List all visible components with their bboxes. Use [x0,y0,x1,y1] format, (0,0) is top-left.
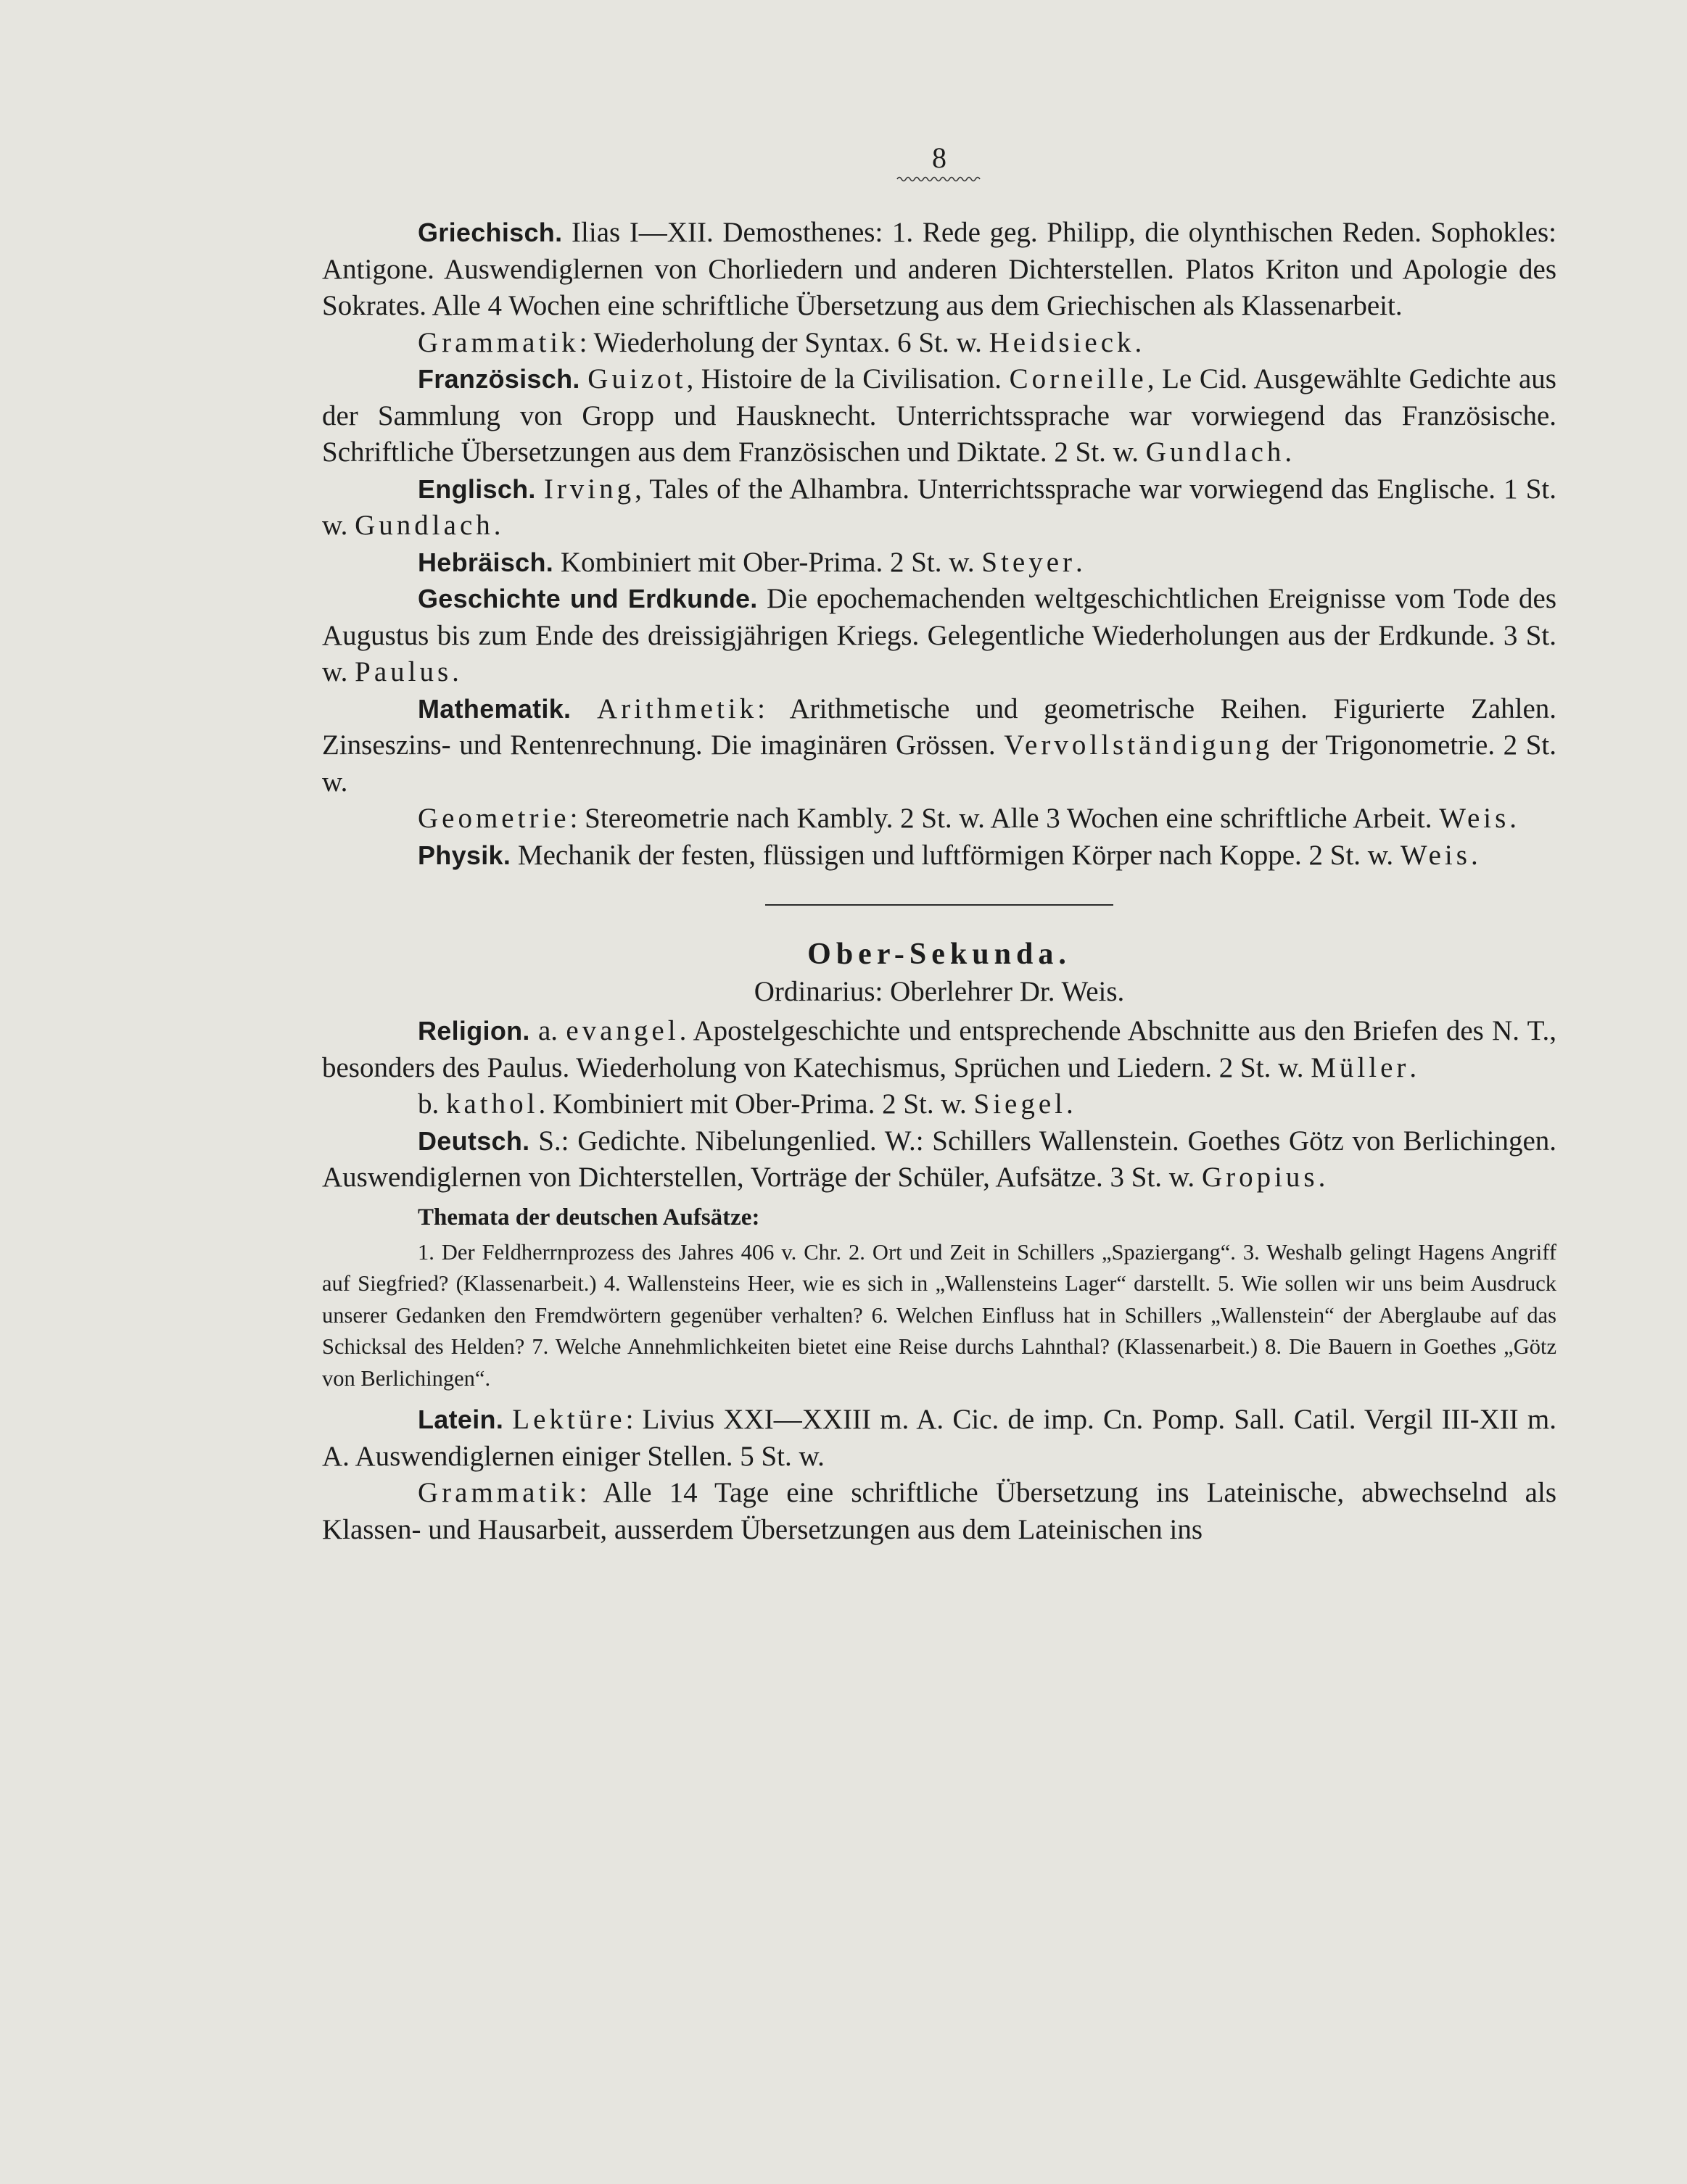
class-ordinarius: Ordinarius: Oberlehrer Dr. Weis. [754,976,1125,1007]
spaced-term: Müller [1311,1051,1410,1083]
subject-mathematik [322,691,1556,837]
text-run: : Wiederholung der Syntax. 6 St. w. [579,326,989,358]
text-run: : Arithmetische und geometrische Reihen. Figurierte Zahlen. Zinseszins- und Rentenrechnung. Die imaginären Grössen. [322,692,1556,761]
text-run: Kombiniert mit Ober-Prima. 2 St. w. [553,546,982,578]
text-run: . [1134,326,1142,358]
text-run: : Stereometrie nach Kambly. 2 St. w. Alle 3 Wochen eine schriftliche Arbeit. [569,803,1440,834]
text-run: : Alle 14 Tage eine schriftliche Übersetzung ins Lateinische, abwechselnd als Klassen- und Hausarbeit, ausserdem Übersetzungen aus dem Lateinischen ins [322,1477,1556,1545]
spaced-term: Siegel [973,1088,1067,1120]
geschichte-paragraph [322,581,1556,691]
class-title: Ober-Sekunda. [807,938,1071,971]
spaced-term: Geometrie [418,803,570,834]
spaced-term: Gropius [1201,1162,1319,1193]
text-run: der Trigonometrie. 2 St. w. [322,729,1556,798]
spaced-term: Arithmetik [597,692,758,724]
subject-label: Englisch. [418,473,536,504]
subject-label: Griechisch. [418,218,563,247]
text-run [536,473,544,505]
text-run: . [1409,1051,1417,1083]
subject-griechisch [322,215,1556,361]
religion-paragraph [322,1086,1556,1123]
mathematik-paragraph [322,691,1556,801]
text-run: . [1509,803,1517,834]
text-run: b. [418,1088,446,1120]
spaced-term: Weis [1439,803,1510,834]
text-run [580,363,588,394]
themata-block [322,1201,1556,1395]
upper-subjects [322,215,1556,874]
latin-subject [322,1402,1556,1548]
section-divider [765,904,1113,906]
spaced-term: Lektüre [512,1404,626,1435]
subject-englisch [322,471,1556,545]
deutsch-paragraph [322,1123,1556,1196]
text-run: . [1318,1162,1326,1193]
text-run: . [1470,839,1478,871]
text-run: . [493,510,501,541]
text-run [571,693,597,724]
text-run: . Kombiniert mit Ober-Prima. 2 St. w. [538,1088,974,1120]
text-run [503,1404,512,1435]
griechisch-paragraph [322,325,1556,362]
spaced-term: Weis [1400,839,1471,871]
text-column [322,141,1557,1548]
text-run: . [1076,546,1083,578]
text-run: . Apostelgeschichte und entsprechende Abschnitte aus den Briefen des N. T., besonders des Paulus. Wiederholung von Katechismus, Sprüchen und Liedern. 2 St. w. [322,1015,1557,1083]
mathematik-paragraph [322,801,1556,837]
spaced-term: Steyer [981,546,1076,578]
spaced-term: Corneille [1009,363,1147,394]
hebraeisch-paragraph [322,545,1556,582]
spaced-term: Grammatik [418,326,579,358]
text-run: a. [529,1015,566,1046]
subject-latein [322,1402,1556,1548]
spaced-term: Vervollständigung [1004,729,1274,761]
englisch-paragraph [322,471,1556,545]
subject-physik [322,837,1556,874]
text-run: , Tales of the Alhambra. Unterrichtssprache war vorwiegend das Englische. 1 St. w. [322,473,1556,541]
themata-list: 1. Der Feldherrnprozess des Jahres 406 v. Chr. 2. Ort und Zeit in Schillers „Spaziergang“. 3. Weshalb gelingt Hagens Angriff auf Siegfried? (Klassenarbeit.) 4. Wallensteins Heer, wie es sich in „Wallensteins Lager“ darstellt. 5. Wie sollen wir uns beim Ausdruck unserer Gedanken den Fremdwörtern gegenüber verhalten? 6. Welchen Einfluss hat in Schillers „Wallenstein“ der Aberglaube auf das Schicksal des Helden? 7. Welche Annehmlichkeiten bietet eine Reise durchs Lahnthal? (Klassenarbeit.) 8. Die Bauern in Goethes „Götz von Berlichingen“. [322,1239,1556,1391]
text-run: Die epochemachenden weltgeschichtlichen Ereignisse vom Tode des Augustus bis zum Ende des dreissigjährigen Kriegs. Gelegentliche Wiederholungen aus der Erdkunde. 3 St. w. [322,583,1556,687]
subject-label: Französisch. [418,364,580,394]
subject-label: Hebräisch. [418,547,554,577]
spaced-term: Gundlach [1145,437,1285,468]
text-run: S.: Gedichte. Nibelungenlied. W.: Schillers Wallenstein. Goethes Götz von Berlichingen. Auswendiglernen von Dichterstellen, Vorträge der Schüler, Aufsätze. 3 St. w. [322,1125,1556,1193]
themata-heading: Themata der deutschen Aufsätze: [418,1204,760,1230]
spaced-term: evangel [566,1015,680,1046]
text-run: , Histoire de la Civilisation. [686,363,1010,394]
spaced-term: Paulus [355,656,453,687]
latein-paragraph [322,1475,1556,1548]
text-run: . [1284,437,1292,468]
griechisch-paragraph [322,215,1556,325]
text-run: . [1066,1088,1073,1120]
page-number-ornament [322,174,1556,187]
subject-franzoesisch [322,361,1556,471]
text-run: : Livius XXI—XXIII m. A. Cic. de imp. Cn. Pomp. Sall. Catil. Vergil III-XII m. A. Auswendiglernen einiger Stellen. 5 St. w. [322,1404,1557,1472]
spaced-term: Grammatik [418,1477,579,1508]
subject-deutsch [322,1123,1556,1196]
text-run: , Le Cid. Ausgewählte Gedichte aus der Sammlung von Gropp und Hausknecht. Unterrichtssprache war vorwiegend das Französische. Schriftliche Übersetzungen aus dem Französischen und Diktate. 2 St. w. [322,363,1556,468]
religion-paragraph [322,1013,1556,1086]
spaced-term: Gundlach [355,510,494,541]
physik-paragraph [322,837,1556,874]
spaced-term: Guizot [587,363,687,394]
wavy-line-ornament [896,174,983,184]
subject-label: Religion. [418,1016,530,1046]
text-run: . [452,656,459,687]
spaced-term: Irving [543,473,635,505]
latein-paragraph [322,1402,1556,1475]
subject-hebraeisch [322,545,1556,582]
subject-label: Deutsch. [418,1125,530,1156]
subject-religion [322,1013,1556,1123]
text-run: Mechanik der festen, flüssigen und luftförmigen Körper nach Koppe. 2 St. w. [511,839,1401,871]
spaced-term: Heidsieck [989,326,1135,358]
page-number: 8 [932,141,946,174]
text-run: Ilias I—XII. Demosthenes: 1. Rede geg. Philipp, die olynthischen Reden. Sophokles: Antigone. Auswendiglernen von Chorliedern und anderen Dichterstellen. Platos Kriton und Apologie des Sokrates. Alle 4 Wochen eine schriftliche Übersetzung aus dem Griechischen als Klassenarbeit. [322,217,1556,321]
subject-label: Mathematik. [418,693,572,724]
subject-label: Latein. [418,1405,504,1434]
lower-subjects [322,1013,1556,1196]
franzoesisch-paragraph [322,361,1556,471]
subject-label: Geschichte und Erdkunde. [418,584,758,613]
subject-label: Physik. [418,840,511,870]
subject-geschichte [322,581,1556,691]
spaced-term: kathol [446,1088,539,1120]
